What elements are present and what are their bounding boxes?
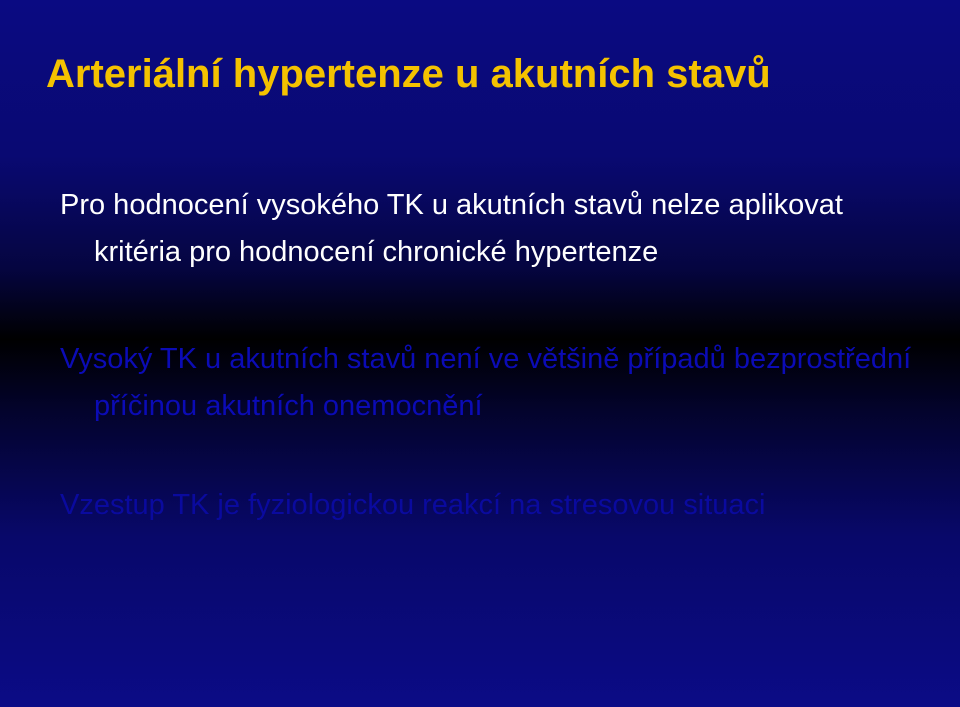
slide-title: Arteriální hypertenze u akutních stavů bbox=[46, 52, 771, 96]
bullet-item-1: Pro hodnocení vysokého TK u akutních stavů nelze aplikovat kritéria pro hodnocení chronické hypertenze bbox=[60, 189, 843, 268]
bullet-list bbox=[60, 182, 930, 529]
bullet-item-2: Vysoký TK u akutních stavů není ve většině případů bezprostřední příčinou akutních onemocnění bbox=[60, 343, 912, 422]
bullet-item-3: Vzestup TK je fyziologickou reakcí na stresovou situaci bbox=[60, 489, 766, 521]
